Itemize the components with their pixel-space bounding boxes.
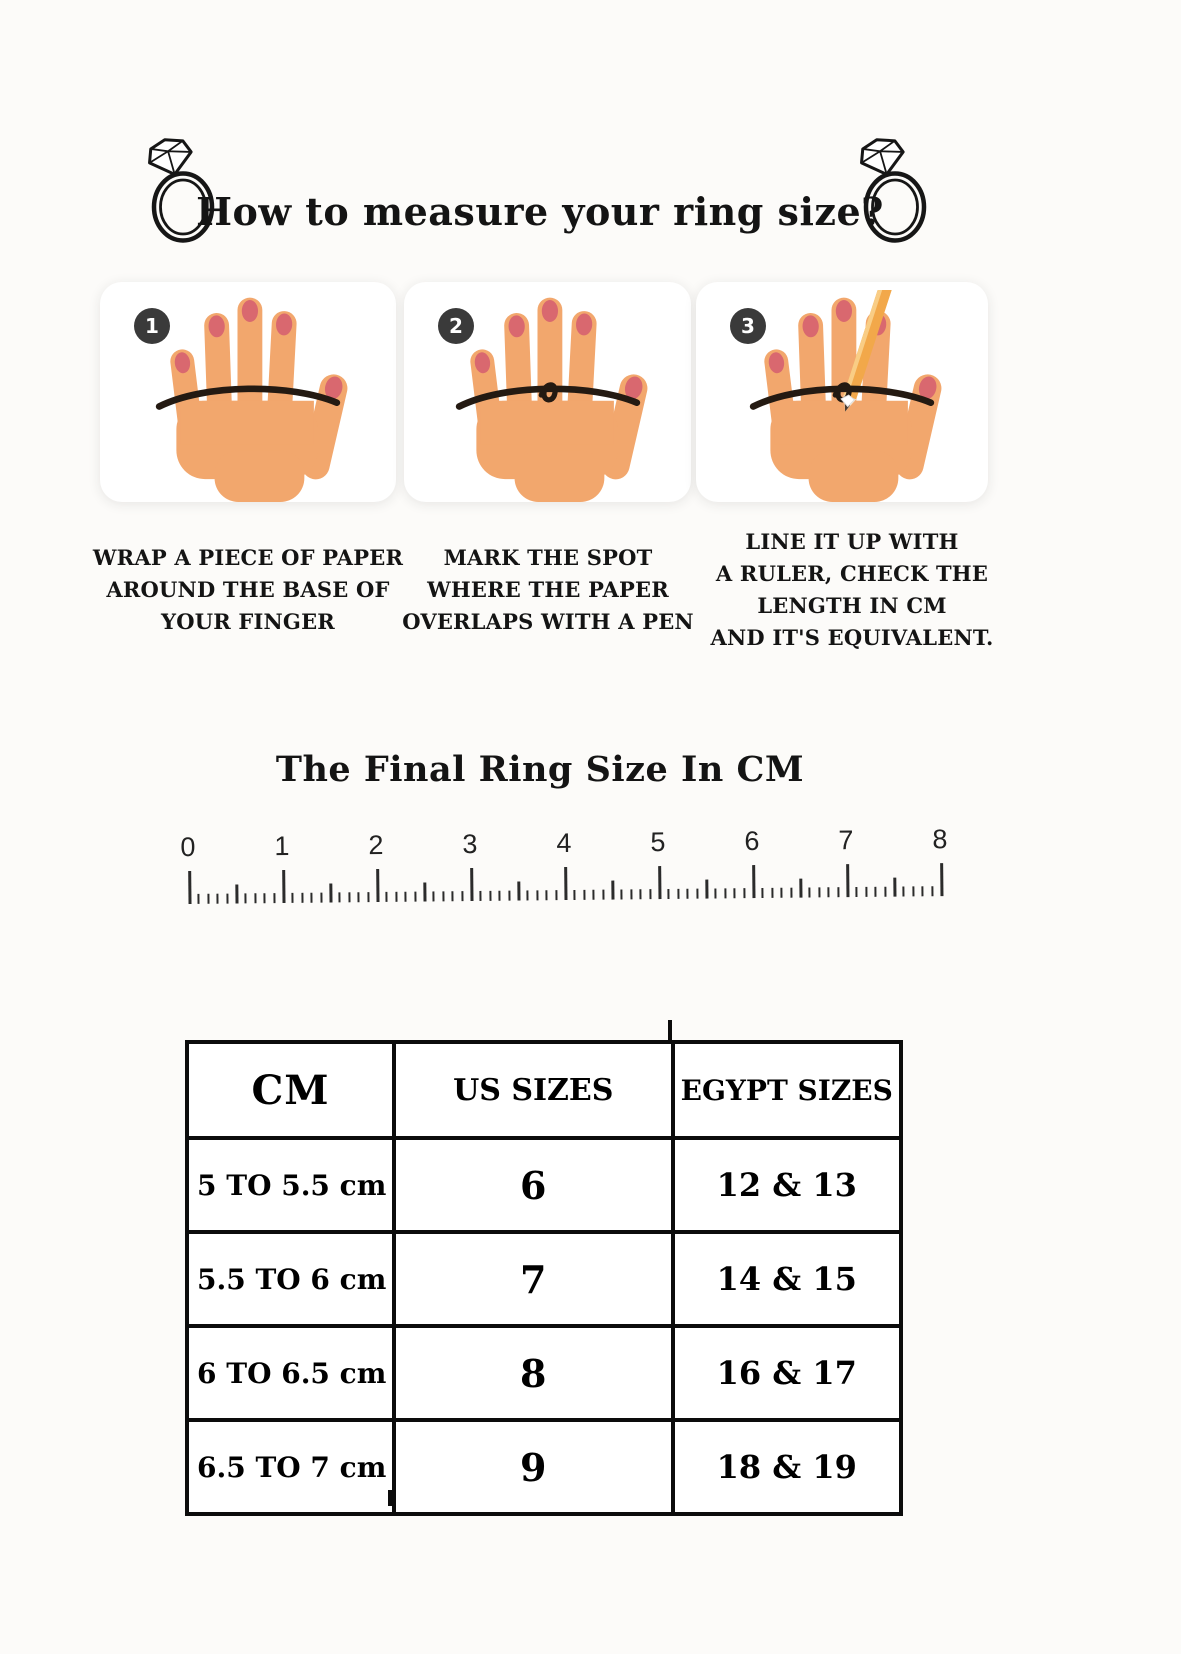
ruler-tick bbox=[339, 892, 341, 902]
table-cell: 16 & 17 bbox=[673, 1326, 902, 1420]
ruler-tick bbox=[752, 865, 755, 898]
step-card-2 bbox=[404, 282, 691, 502]
ruler-tick bbox=[217, 894, 219, 904]
ruler-tick bbox=[348, 892, 350, 902]
table-cell: 8 bbox=[394, 1326, 672, 1420]
column-header: EGYPT SIZES bbox=[673, 1042, 902, 1138]
table-header bbox=[187, 1042, 901, 1138]
ruler-tick bbox=[470, 868, 473, 901]
ruler-tick bbox=[198, 894, 200, 904]
ruler-tick bbox=[649, 889, 651, 899]
ruler-tick bbox=[536, 890, 538, 900]
caption-line: LINE IT UP WITH bbox=[745, 529, 959, 554]
ruler-tick bbox=[884, 887, 886, 897]
table-cell: 7 bbox=[394, 1232, 672, 1326]
ruler-tick bbox=[499, 891, 501, 901]
ruler-tick bbox=[790, 888, 792, 898]
ruler-tick bbox=[320, 893, 322, 903]
ruler-number: 2 bbox=[368, 829, 384, 861]
ruler-tick bbox=[762, 888, 764, 898]
table-row bbox=[187, 1326, 901, 1420]
hand-illustration bbox=[146, 290, 351, 502]
ruler-tick bbox=[781, 888, 783, 898]
ruler-tick bbox=[517, 882, 520, 901]
ruler-tick bbox=[452, 891, 454, 901]
ruler-tick bbox=[715, 888, 717, 898]
ruler-tick bbox=[386, 892, 388, 902]
ruler-tick bbox=[433, 891, 435, 901]
ruler-tick bbox=[602, 890, 604, 900]
table-row bbox=[187, 1232, 901, 1326]
caption-line: WRAP A PIECE OF PAPER bbox=[92, 545, 404, 570]
hand-illustration bbox=[445, 290, 650, 502]
step-caption-2 bbox=[398, 542, 698, 638]
ruler-tick bbox=[837, 887, 839, 897]
ruler-tick bbox=[273, 893, 275, 903]
table-cell: 9 bbox=[394, 1420, 672, 1514]
caption-line: YOUR FINGER bbox=[161, 609, 335, 634]
ruler-number: 4 bbox=[556, 827, 572, 859]
ruler-tick bbox=[207, 894, 209, 904]
ruler-tick bbox=[621, 889, 623, 899]
ruler-tick bbox=[414, 892, 416, 902]
ruler-tick bbox=[846, 864, 849, 897]
ruler-tick bbox=[828, 887, 830, 897]
ruler-tick bbox=[734, 888, 736, 898]
ruler-tick bbox=[611, 881, 614, 900]
ruler-tick bbox=[799, 879, 802, 898]
cm-ruler bbox=[180, 790, 948, 910]
step-number-badge: 3 bbox=[730, 308, 766, 344]
ruler-tick bbox=[329, 883, 332, 902]
page-title: How to measure your ring size? bbox=[196, 189, 884, 235]
ruler-tick bbox=[875, 887, 877, 897]
table-cell: 6 bbox=[394, 1138, 672, 1232]
step-caption-3 bbox=[694, 526, 1010, 654]
ruler-tick bbox=[292, 893, 294, 903]
ruler-tick bbox=[489, 891, 491, 901]
ruler-tick bbox=[912, 886, 914, 896]
ruler-tick bbox=[546, 890, 548, 900]
ruler-tick bbox=[226, 894, 228, 904]
ruler-tick bbox=[376, 869, 379, 902]
ruler-tick bbox=[593, 890, 595, 900]
ruler-tick bbox=[931, 886, 933, 896]
caption-line: OVERLAPS WITH A PEN bbox=[402, 609, 694, 634]
ring-size-table bbox=[185, 1040, 903, 1516]
table-cell: 14 & 15 bbox=[673, 1232, 902, 1326]
caption-line: LENGTH IN CM bbox=[757, 593, 947, 618]
ruler-tick bbox=[724, 888, 726, 898]
table-cell: 6 TO 6.5 cm bbox=[187, 1326, 394, 1420]
table-row bbox=[187, 1420, 901, 1514]
step-number-badge: 2 bbox=[438, 308, 474, 344]
ruler-tick bbox=[358, 892, 360, 902]
column-header: US SIZES bbox=[394, 1042, 672, 1138]
table-cell: 5.5 TO 6 cm bbox=[187, 1232, 394, 1326]
ruler-tick bbox=[809, 887, 811, 897]
ruler-tick bbox=[311, 893, 313, 903]
ruler-tick bbox=[630, 889, 632, 899]
ruler-tick bbox=[367, 892, 369, 902]
ruler-tick bbox=[640, 889, 642, 899]
table-body bbox=[187, 1138, 901, 1514]
ruler-number-labels bbox=[180, 824, 948, 863]
ruler-tick bbox=[442, 891, 444, 901]
ruler-tick bbox=[301, 893, 303, 903]
ruler-tick bbox=[696, 889, 698, 899]
ruler-tick bbox=[903, 886, 905, 896]
ruler-tick bbox=[264, 893, 266, 903]
ruler-number: 3 bbox=[462, 828, 478, 860]
caption-line: AND IT'S EQUIVALENT. bbox=[710, 625, 994, 650]
ruler-tick bbox=[555, 890, 557, 900]
table-cell: 6.5 TO 7 cm bbox=[187, 1420, 394, 1514]
ruler-tick bbox=[527, 890, 529, 900]
step-caption-1 bbox=[92, 542, 404, 638]
table-header-row bbox=[187, 1042, 901, 1138]
step-card-3 bbox=[696, 282, 988, 502]
ruler-tick bbox=[677, 889, 679, 899]
ruler-section-heading: The Final Ring Size In CM bbox=[275, 749, 805, 791]
ruler-number: 1 bbox=[274, 830, 290, 862]
ruler-tick bbox=[574, 890, 576, 900]
ruler-tick bbox=[508, 891, 510, 901]
ruler-tick bbox=[395, 892, 397, 902]
ruler-tick bbox=[922, 886, 924, 896]
ruler-tick bbox=[668, 889, 670, 899]
ruler-tick bbox=[687, 889, 689, 899]
ruler-tick bbox=[583, 890, 585, 900]
caption-line: A RULER, CHECK THE bbox=[715, 561, 989, 586]
ruler-number: 8 bbox=[932, 824, 948, 855]
ruler-tick bbox=[282, 870, 285, 903]
table-row bbox=[187, 1138, 901, 1232]
ruler-tick bbox=[245, 893, 247, 903]
ruler-ticks bbox=[188, 862, 948, 904]
table-border-overshoot bbox=[388, 1490, 392, 1506]
diamond-ring-icon bbox=[852, 136, 936, 246]
ruler-tick bbox=[235, 884, 238, 903]
ruler-tick bbox=[771, 888, 773, 898]
ruler-tick bbox=[461, 891, 463, 901]
ruler-tick bbox=[564, 867, 567, 900]
table-cell: 12 & 13 bbox=[673, 1138, 902, 1232]
ruler-number: 7 bbox=[838, 825, 854, 856]
caption-line: WHERE THE PAPER bbox=[427, 577, 669, 602]
hand-illustration bbox=[740, 290, 945, 502]
step-number-badge: 1 bbox=[134, 308, 170, 344]
ruler-tick bbox=[188, 871, 191, 904]
ruler-tick bbox=[893, 878, 896, 897]
ruler-tick bbox=[658, 866, 661, 899]
table-cell: 5 TO 5.5 cm bbox=[187, 1138, 394, 1232]
caption-line: AROUND THE BASE OF bbox=[106, 577, 390, 602]
ruler-tick bbox=[818, 887, 820, 897]
ruler-tick bbox=[423, 883, 426, 902]
ruler-tick bbox=[940, 863, 943, 896]
ruler-tick bbox=[254, 893, 256, 903]
ruler-number: 6 bbox=[744, 826, 760, 857]
ruler-tick bbox=[743, 888, 745, 898]
ruler-tick bbox=[856, 887, 858, 897]
ruler-tick bbox=[480, 891, 482, 901]
column-header: CM bbox=[187, 1042, 394, 1138]
ruler-tick bbox=[705, 880, 708, 899]
ruler-tick bbox=[405, 892, 407, 902]
caption-line: MARK THE SPOT bbox=[443, 545, 653, 570]
ruler-tick bbox=[865, 887, 867, 897]
table-cell: 18 & 19 bbox=[673, 1420, 902, 1514]
ruler-number: 5 bbox=[650, 827, 666, 858]
ruler-number: 0 bbox=[180, 831, 196, 863]
step-card-1 bbox=[100, 282, 396, 502]
